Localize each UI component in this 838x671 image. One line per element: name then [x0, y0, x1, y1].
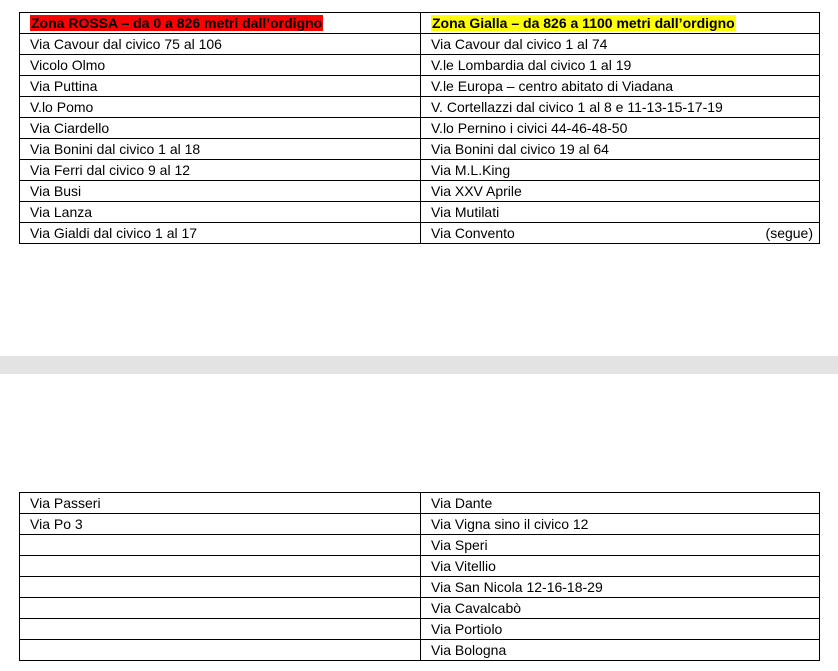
page-break-separator [0, 356, 838, 374]
red-zone-cell [20, 577, 421, 598]
table-row [20, 556, 820, 577]
yellow-zone-cell: Via Vitellio [421, 556, 820, 577]
table-row [20, 118, 820, 139]
header-cell-red [20, 13, 421, 34]
red-zone-cell [20, 535, 421, 556]
continuation-note: (segue) [765, 225, 813, 241]
table-row [20, 34, 820, 55]
red-zone-cell: Via Po 3 [20, 514, 421, 535]
yellow-zone-cell: Via San Nicola 12-16-18-29 [421, 577, 820, 598]
yellow-zone-cell: V. Cortellazzi dal civico 1 al 8 e 11-13-15-17-19 [421, 97, 820, 118]
red-zone-cell: Via Ferri dal civico 9 al 12 [20, 160, 421, 181]
yellow-zone-cell: Via XXV Aprile [421, 181, 820, 202]
table-row [20, 160, 820, 181]
yellow-zone-cell: V.le Lombardia dal civico 1 al 19 [421, 55, 820, 76]
yellow-zone-cell: Via Portiolo [421, 619, 820, 640]
table-row [20, 139, 820, 160]
yellow-zone-cell: Via M.L.King [421, 160, 820, 181]
table-row [20, 619, 820, 640]
yellow-zone-cell-text: Via Convento [431, 225, 515, 241]
table-row [20, 640, 820, 661]
header-cell-yellow [421, 13, 820, 34]
yellow-zone-cell: V.lo Pernino i civici 44-46-48-50 [421, 118, 820, 139]
table-row [20, 577, 820, 598]
table-row [20, 97, 820, 118]
table-row [20, 76, 820, 97]
table-header-row [20, 13, 820, 34]
zone-table-page-1 [19, 12, 820, 244]
zone-table-page-2 [19, 492, 820, 661]
table-row [20, 55, 820, 76]
red-zone-cell: Via Cavour dal civico 75 al 106 [20, 34, 421, 55]
red-zone-header: Zona ROSSA – da 0 a 826 metri dall’ordigno [31, 15, 323, 31]
red-zone-cell: Vicolo Olmo [20, 55, 421, 76]
yellow-zone-cell: Via Speri [421, 535, 820, 556]
yellow-zone-cell: Via Bologna [421, 640, 820, 661]
red-zone-cell: Via Lanza [20, 202, 421, 223]
yellow-zone-cell: Via Dante [421, 493, 820, 514]
yellow-zone-cell: Via Vigna sino il civico 12 [421, 514, 820, 535]
red-zone-cell: V.lo Pomo [20, 97, 421, 118]
red-zone-cell: Via Passeri [20, 493, 421, 514]
table-row [20, 598, 820, 619]
red-zone-cell: Via Ciardello [20, 118, 421, 139]
red-zone-cell [20, 619, 421, 640]
yellow-zone-cell-with-note [421, 223, 820, 244]
table-row [20, 202, 820, 223]
red-zone-cell [20, 556, 421, 577]
yellow-zone-cell: Via Cavalcabò [421, 598, 820, 619]
yellow-zone-cell: Via Cavour dal civico 1 al 74 [421, 34, 820, 55]
table-row [20, 223, 820, 244]
yellow-zone-header: Zona Gialla – da 826 a 1100 metri dall’ordigno [432, 15, 735, 31]
red-zone-cell: Via Bonini dal civico 1 al 18 [20, 139, 421, 160]
document-page-2 [0, 374, 838, 671]
table-row [20, 181, 820, 202]
red-zone-cell: Via Busi [20, 181, 421, 202]
table-row [20, 493, 820, 514]
yellow-zone-cell: Via Bonini dal civico 19 al 64 [421, 139, 820, 160]
red-zone-cell [20, 640, 421, 661]
table-row [20, 535, 820, 556]
red-zone-cell [20, 598, 421, 619]
red-zone-cell: Via Puttina [20, 76, 421, 97]
yellow-zone-cell: Via Mutilati [421, 202, 820, 223]
yellow-zone-cell: V.le Europa – centro abitato di Viadana [421, 76, 820, 97]
red-zone-cell: Via Gialdi dal civico 1 al 17 [20, 223, 421, 244]
table-row [20, 514, 820, 535]
